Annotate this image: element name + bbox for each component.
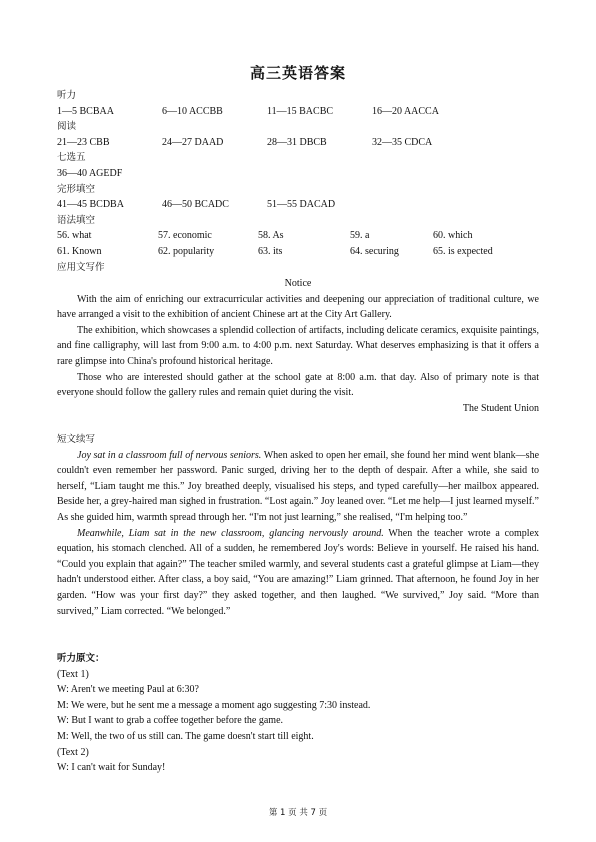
answer-item: 56. what [57,230,92,242]
notice-title: Notice [284,278,312,289]
answer-item: 46—50 BCADC [162,199,229,211]
story-lead-sentence: Joy sat in a classroom full of nervous seniors. [77,449,262,461]
section-label-cloze: 完形填空 [57,183,96,195]
transcript-line: M: Well, the two of us still can. The game doesn't start till eight. [57,730,314,742]
notice [57,276,539,416]
section-label-reading: 阅读 [57,121,77,133]
answer-item: 63. its [258,245,283,257]
page-title: 高三英语答案 [249,64,346,82]
notice-paragraph: Those who are interested should gather at the school gate at 8:00 a.m. that day. Also of primary note is that everyone should follow the gallery rules and remain quiet during the visit. [57,371,539,399]
section-label-writing: 应用文写作 [57,261,105,273]
answer-item: 58. As [258,230,284,242]
grammar-answers-row1 [57,228,539,244]
transcript-line: (Text 1) [57,668,89,680]
answer-item: 64. securing [350,245,399,257]
reading-answers [57,135,539,151]
story-paragraph [57,448,539,526]
section-label-grammar: 语法填空 [57,214,96,226]
answer-item: 1—5 BCBAA [57,105,114,117]
transcript-line: (Text 2) [57,746,89,758]
notice-signature: The Student Union [462,402,539,414]
answer-item: 41—45 BCDBA [57,199,124,211]
answer-item: 24—27 DAAD [162,136,224,148]
section-label-seven: 七选五 [57,152,86,164]
seven-answers [57,166,539,182]
answer-item: 28—31 DBCB [267,136,327,148]
answer-item: 60. which [433,230,473,242]
answer-item: 61. Known [57,245,102,257]
answer-item: 62. popularity [158,245,215,257]
answer-item: 32—35 CDCA [372,136,433,148]
listening-answers [57,104,539,120]
transcript-line: W: I can't wait for Sunday! [57,762,166,774]
answer-item: 11—15 BACBC [267,105,334,117]
section-label-continuation: 短文续写 [57,434,96,445]
notice-paragraph: With the aim of enriching our extracurricular activities and deepening our appreciation of traditional culture, we have arranged a visit to the exhibition of ancient Chinese art at the City Art Gallery. [57,293,539,321]
answer-item: 65. is expected [433,245,493,257]
transcript-line: W: But I want to grab a coffee together before the game. [57,715,284,727]
answer-item: 21—23 CBB [57,136,110,148]
answer-item: 36—40 AGEDF [57,167,123,179]
continuation-writing [57,432,539,619]
notice-paragraph: The exhibition, which showcases a splendid collection of artifacts, including delicate ceramics, exquisite paintings, and fine calligraphy, will last from 9:00 a.m. to 4:00 p.m. next Saturday. What deserves emphasizing is that it offers a rare glimpse into China's profound historical heritage. [57,324,539,367]
answer-key [57,88,539,275]
story-text: When asked to open her email, she found her mind went blank—she couldn't even remember her password. Panic surged, driving her to the depth of despair. After a while, she said to herself, “Liam taught me this.” Joy breathed deeply, visualised his steps, and typed carefully—her mailbox appeared. Beside her, a grey-haired man sighed in frustration. “Lost again.” Joy leaned over. “Let me help—I just learned myself.” As she guided him, warmth spread through her. “I'm not just learning,” she realised, “I'm helping too.” [57,449,540,523]
page-footer: 第 1 页 共 7 页 [268,808,328,818]
story-text: When the teacher wrote a complex equation, his stomach clenched. All of a sudden, he remembered Joy's words: Believe in yourself. He raised his hand. “Could you explain that again?” The teacher smiled warmly, and several students cast a grateful glimpse at Liam—they hadn't understood either. After class, a boy said, “You are amazing!” Liam grinned. That afternoon, he found Joy in her garden. “How was your first day?” they asked together, and then laughed. “We survived,” Joy said. “More than survived,” Liam corrected. “We belonged.” [57,527,540,617]
story-lead-sentence: Meanwhile, Liam sat in the new classroom, glancing nervously around. [77,527,384,539]
grammar-answers-row2 [57,244,539,260]
cloze-answers [57,197,539,213]
transcript-line: M: We were, but he sent me a message a moment ago suggesting 7:30 instead. [57,699,371,711]
transcript-line: W: Aren't we meeting Paul at 6:30? [57,684,199,696]
answer-item: 6—10 ACCBB [162,105,223,117]
answer-item: 16—20 AACCA [372,105,439,117]
story-paragraph [57,526,539,620]
answer-item: 59. a [350,230,370,242]
answer-item: 57. economic [158,230,212,242]
section-label-transcript: 听力原文： [57,653,105,664]
section-label-listening: 听力 [57,90,77,101]
answer-item: 51—55 DACAD [267,199,336,211]
listening-transcript [57,651,539,776]
